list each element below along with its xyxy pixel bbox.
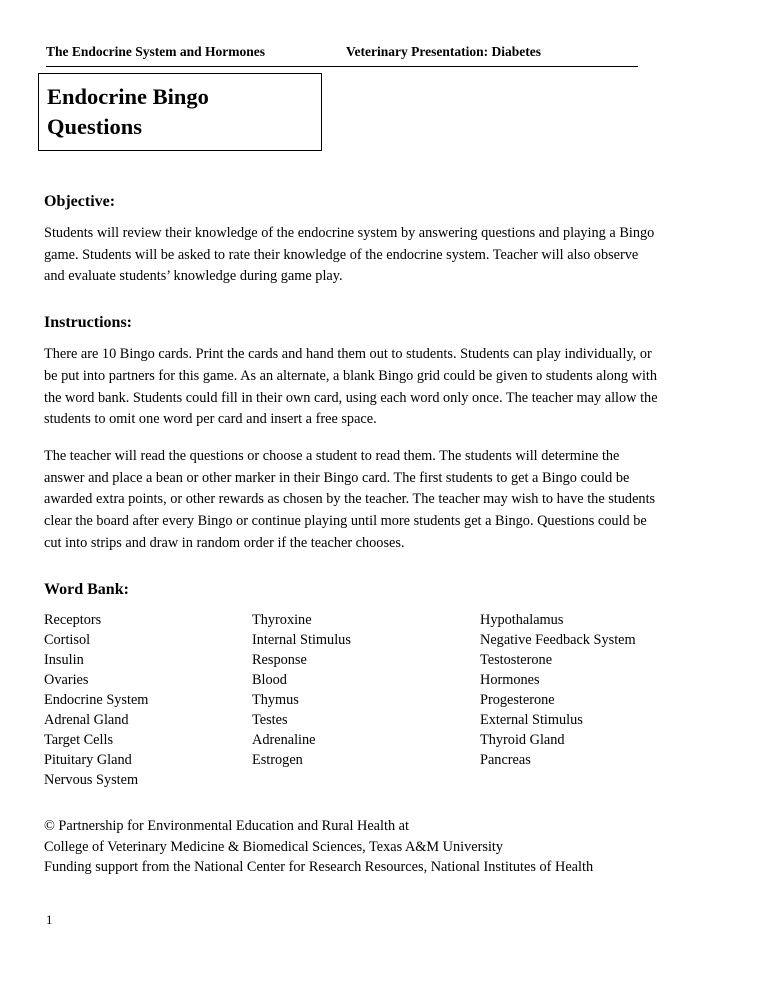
word-bank-column-1 [44,610,252,790]
footer-line-2: College of Veterinary Medicine & Biomedical Sciences, Texas A&M University [44,838,504,855]
word-bank-item: Adrenal Gland [44,711,129,728]
page-title-line-2: Questions [47,114,143,140]
word-bank-item: External Stimulus [480,711,583,728]
header-left-title: The Endocrine System and Hormones [46,44,266,59]
word-bank-list [44,610,708,790]
word-bank-item: Cortisol [44,631,91,648]
word-bank-column-2 [252,610,480,790]
word-bank-item: Hormones [480,671,540,688]
word-bank-heading: Word Bank: [44,580,129,598]
page-number: 1 [46,912,53,927]
word-bank-item: Testes [252,711,288,728]
word-bank-item: Response [252,651,307,668]
word-bank-item: Negative Feedback System [480,631,636,648]
word-bank-item: Ovaries [44,671,89,688]
word-bank-item: Internal Stimulus [252,631,351,648]
word-bank-item: Progesterone [480,691,555,708]
instructions-paragraph-2: The teacher will read the questions or choose a student to read them. The students will determine the answer and place a bean or other marker in their Bingo card. The first students to get a Bingo could be awarded extra points, or other rewards as chosen by the teacher. The teacher may wish to have the students clear the board after every Bingo or continue playing until more students get a Bingo. Questions could be cut into strips and draw in random order if the teacher chooses. [44,448,656,551]
word-bank-column-3 [480,610,688,790]
word-bank-item: Endocrine System [44,691,149,708]
objective-text: Students will review their knowledge of the endocrine system by answering questions and playing a Bingo game. Students will be asked to rate their knowledge of the endocrine system. Teacher will also observe and evaluate students’ knowledge during game play. [44,225,655,285]
word-bank-item: Hypothalamus [480,611,564,628]
word-bank-item: Blood [252,671,287,688]
instructions-heading: Instructions: [44,314,133,332]
word-bank-item: Pituitary Gland [44,751,132,768]
word-bank-item: Thyroxine [252,611,312,628]
word-bank-item: Nervous System [44,771,139,788]
word-bank-item: Receptors [44,611,102,628]
document-title-box [38,73,322,151]
word-bank-item: Estrogen [252,751,303,768]
header-divider [46,66,638,67]
word-bank-item: Thyroid Gland [480,731,565,748]
objective-heading: Objective: [44,193,116,210]
page-title-line-1: Endocrine Bingo [47,84,209,109]
word-bank-item: Testosterone [480,651,553,668]
instructions-paragraph-1: There are 10 Bingo cards. Print the cards and hand them out to students. Students can play individually, or be put into partners for this game. As an alternate, a blank Bingo grid could be given to students along with the word bank. Students could fill in their own card, using each word only once. The teacher may allow the students to omit one word per card and insert a free space. [44,346,658,428]
word-bank-item: Target Cells [44,731,114,748]
page-footer [44,816,593,878]
footer-line-3: Funding support from the National Center for Research Resources, National Institutes of Health [44,859,594,876]
footer-line-1: © Partnership for Environmental Education and Rural Health at [44,818,410,834]
page-header [44,44,708,60]
header-right-title: Veterinary Presentation: Diabetes [346,44,541,59]
word-bank-item: Insulin [44,651,84,668]
word-bank-item: Pancreas [480,751,531,768]
word-bank-item: Thymus [252,691,299,708]
word-bank-item: Adrenaline [252,731,316,748]
